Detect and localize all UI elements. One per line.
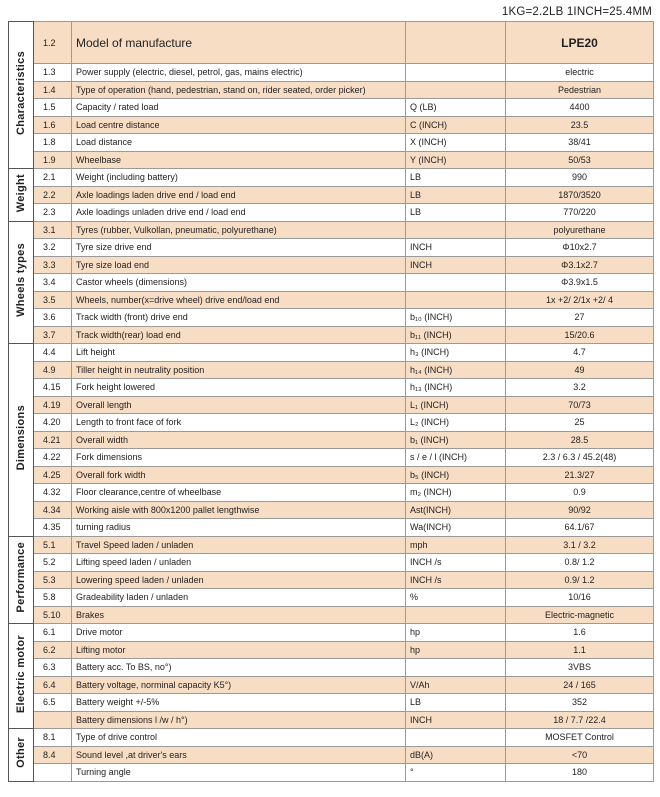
spec-description: Battery dimensions l /w / h°) [72,711,406,729]
spec-value: 23.5 [506,116,654,134]
spec-description: Sound level ,at driver's ears [72,746,406,764]
spec-description: Power supply (electric, diesel, petrol, gas, mains electric) [72,64,406,82]
spec-row [9,151,654,169]
spec-unit: Wa(INCH) [406,519,506,537]
spec-description: Gradeability laden / unladen [72,589,406,607]
spec-unit [406,729,506,747]
group-label [9,22,34,169]
spec-unit: INCH [406,256,506,274]
spec-row [9,536,654,554]
spec-row [9,746,654,764]
spec-unit: s / e / l (INCH) [406,449,506,467]
spec-value: 1x +2/ 2/1x +2/ 4 [506,291,654,309]
spec-number: 6.2 [34,641,72,659]
spec-unit [406,22,506,64]
spec-row [9,116,654,134]
spec-row [9,449,654,467]
spec-value: 352 [506,694,654,712]
spec-number: 3.7 [34,326,72,344]
spec-number: 1.4 [34,81,72,99]
spec-number: 5.10 [34,606,72,624]
spec-unit: L₁ (INCH) [406,396,506,414]
spec-unit: h₃ (INCH) [406,344,506,362]
spec-value: 0.8/ 1.2 [506,554,654,572]
spec-description: Battery acc. To BS, no°) [72,659,406,677]
spec-value: 2.3 / 6.3 / 45.2(48) [506,449,654,467]
spec-unit: Q (LB) [406,99,506,117]
spec-description: Overall length [72,396,406,414]
group-label-text: Wheels types [15,243,27,318]
spec-number: 4.25 [34,466,72,484]
spec-value: Electric-magnetic [506,606,654,624]
spec-value: 27 [506,309,654,327]
spec-number: 1.6 [34,116,72,134]
spec-description: Type of drive control [72,729,406,747]
spec-description: Model of manufacture [72,22,406,64]
spec-unit: LB [406,694,506,712]
group-label-text: Other [15,737,27,769]
spec-number: 3.5 [34,291,72,309]
spec-description: Floor clearance,centre of wheelbase [72,484,406,502]
spec-description: Turning angle [72,764,406,782]
spec-row [9,256,654,274]
spec-row [9,64,654,82]
spec-value: 770/220 [506,204,654,222]
spec-description: Drive motor [72,624,406,642]
spec-number: 6.5 [34,694,72,712]
spec-row [9,99,654,117]
spec-value: 0.9/ 1.2 [506,571,654,589]
spec-row [9,711,654,729]
spec-value: 28.5 [506,431,654,449]
unit-conversion-note: 1KG=2.2LB 1INCH=25.4MM [501,6,652,18]
spec-description: Tiller height in neutrality position [72,361,406,379]
group-label-text: Dimensions [15,405,27,471]
spec-number: 4.20 [34,414,72,432]
group-label [9,344,34,537]
group-label-text: Weight [15,173,27,212]
spec-description: Working aisle with 800x1200 pallet lengthwise [72,501,406,519]
spec-number: 4.34 [34,501,72,519]
spec-number: 2.3 [34,204,72,222]
spec-unit: INCH [406,711,506,729]
spec-unit [406,274,506,292]
spec-description: Travel Speed laden / unladen [72,536,406,554]
spec-unit: h₁₄ (INCH) [406,361,506,379]
spec-number: 5.1 [34,536,72,554]
spec-row [9,309,654,327]
spec-description: Track width (front) drive end [72,309,406,327]
spec-number: 4.35 [34,519,72,537]
spec-description: Lifting motor [72,641,406,659]
spec-row [9,466,654,484]
spec-unit: b₅ (INCH) [406,466,506,484]
spec-unit [406,659,506,677]
spec-row [9,589,654,607]
spec-unit [406,64,506,82]
spec-row [9,22,654,64]
spec-value: 64.1/67 [506,519,654,537]
spec-value: Φ3.1x2.7 [506,256,654,274]
spec-value: 15/20.6 [506,326,654,344]
spec-unit [406,81,506,99]
spec-value: 3.2 [506,379,654,397]
spec-value: 38/41 [506,134,654,152]
group-label-text: Characteristics [15,51,27,135]
spec-value: 180 [506,764,654,782]
spec-description: Load centre distance [72,116,406,134]
spec-row [9,81,654,99]
spec-row [9,344,654,362]
spec-number: 8.4 [34,746,72,764]
spec-description: turning radius [72,519,406,537]
spec-value: 10/16 [506,589,654,607]
spec-description: Brakes [72,606,406,624]
spec-value: 90/92 [506,501,654,519]
spec-description: Lift height [72,344,406,362]
spec-unit: mph [406,536,506,554]
spec-row [9,239,654,257]
spec-row [9,204,654,222]
spec-description: Type of operation (hand, pedestrian, stand on, rider seated, order picker) [72,81,406,99]
spec-row [9,624,654,642]
spec-value: 18 / 7.7 /22.4 [506,711,654,729]
spec-number: 4.15 [34,379,72,397]
spec-unit: INCH /s [406,571,506,589]
spec-number: 5.2 [34,554,72,572]
spec-unit: m₂ (INCH) [406,484,506,502]
spec-unit: C (INCH) [406,116,506,134]
spec-value: <70 [506,746,654,764]
spec-row [9,134,654,152]
spec-row [9,764,654,782]
spec-unit: dB(A) [406,746,506,764]
spec-number: 3.6 [34,309,72,327]
spec-unit: hp [406,641,506,659]
spec-row [9,221,654,239]
spec-number: 5.3 [34,571,72,589]
spec-number: 6.1 [34,624,72,642]
spec-number: 1.3 [34,64,72,82]
spec-unit [406,606,506,624]
group-label [9,729,34,782]
spec-description: Lowering speed laden / unladen [72,571,406,589]
spec-description: Castor wheels (dimensions) [72,274,406,292]
spec-unit: hp [406,624,506,642]
group-label [9,221,34,344]
spec-row [9,484,654,502]
spec-number: 2.1 [34,169,72,187]
spec-number: 5.8 [34,589,72,607]
spec-number: 8.1 [34,729,72,747]
spec-value: 21.3/27 [506,466,654,484]
spec-row [9,326,654,344]
spec-description: Tyre size load end [72,256,406,274]
spec-unit: L₂ (INCH) [406,414,506,432]
spec-value: polyurethane [506,221,654,239]
spec-value: 50/53 [506,151,654,169]
group-label [9,536,34,624]
spec-number: 2.2 [34,186,72,204]
spec-value: 4.7 [506,344,654,362]
spec-description: Battery weight +/-5% [72,694,406,712]
spec-unit: INCH [406,239,506,257]
spec-description: Overall width [72,431,406,449]
spec-description: Capacity / rated load [72,99,406,117]
spec-description: Battery voltage, norminal capacity K5°) [72,676,406,694]
spec-table [8,21,654,782]
spec-unit: ° [406,764,506,782]
spec-number [34,711,72,729]
spec-description: Track width(rear) load end [72,326,406,344]
spec-row [9,606,654,624]
spec-row [9,431,654,449]
spec-unit: LB [406,204,506,222]
spec-description: Axle loadings unladen drive end / load end [72,204,406,222]
spec-description: Fork dimensions [72,449,406,467]
spec-value: Φ3.9x1.5 [506,274,654,292]
spec-description: Fork height lowered [72,379,406,397]
spec-value: 1.6 [506,624,654,642]
spec-number: 3.3 [34,256,72,274]
spec-value: 0.9 [506,484,654,502]
spec-description: Tyres (rubber, Vulkollan, pneumatic, polyurethane) [72,221,406,239]
spec-row [9,659,654,677]
group-label [9,169,34,222]
spec-value: 3VBS [506,659,654,677]
spec-unit: h₁₃ (INCH) [406,379,506,397]
spec-row [9,414,654,432]
spec-row [9,729,654,747]
spec-description: Tyre size drive end [72,239,406,257]
spec-row [9,274,654,292]
spec-number: 1.2 [34,22,72,64]
spec-unit: LB [406,186,506,204]
spec-value: 1870/3520 [506,186,654,204]
spec-row [9,694,654,712]
spec-number [34,764,72,782]
spec-value: 70/73 [506,396,654,414]
spec-value: 990 [506,169,654,187]
spec-unit: b₁₀ (INCH) [406,309,506,327]
spec-unit: V/Ah [406,676,506,694]
spec-number: 6.3 [34,659,72,677]
spec-number: 4.21 [34,431,72,449]
spec-row [9,554,654,572]
spec-unit [406,291,506,309]
spec-value: Pedestrian [506,81,654,99]
spec-unit: % [406,589,506,607]
spec-number: 4.9 [34,361,72,379]
spec-unit: X (INCH) [406,134,506,152]
spec-number: 1.5 [34,99,72,117]
spec-description: Axle loadings laden drive end / load end [72,186,406,204]
group-label-text: Electric motor [15,634,27,714]
group-label [9,624,34,729]
spec-value: 3.1 / 3.2 [506,536,654,554]
spec-value: electric [506,64,654,82]
spec-number: 1.8 [34,134,72,152]
spec-row [9,571,654,589]
spec-row [9,676,654,694]
spec-description: Load distance [72,134,406,152]
spec-description: Wheelbase [72,151,406,169]
spec-row [9,169,654,187]
spec-number: 6.4 [34,676,72,694]
spec-value: 1.1 [506,641,654,659]
group-label-text: Performance [15,542,27,614]
spec-row [9,291,654,309]
spec-description: Length to front face of fork [72,414,406,432]
spec-description: Weight (including battery) [72,169,406,187]
spec-unit: b₁₁ (INCH) [406,326,506,344]
spec-number: 4.22 [34,449,72,467]
spec-number: 3.2 [34,239,72,257]
spec-unit: b₁ (INCH) [406,431,506,449]
spec-unit: LB [406,169,506,187]
spec-unit [406,221,506,239]
spec-description: Lifting speed laden / unladen [72,554,406,572]
spec-number: 1.9 [34,151,72,169]
spec-row [9,361,654,379]
spec-value: LPE20 [506,22,654,64]
spec-unit: Ast(INCH) [406,501,506,519]
spec-number: 4.32 [34,484,72,502]
spec-number: 3.1 [34,221,72,239]
spec-row [9,396,654,414]
spec-value: Φ10x2.7 [506,239,654,257]
spec-value: 4400 [506,99,654,117]
spec-number: 3.4 [34,274,72,292]
spec-value: MOSFET Control [506,729,654,747]
spec-description: Wheels, number(x=drive wheel) drive end/load end [72,291,406,309]
spec-value: 24 / 165 [506,676,654,694]
spec-number: 4.19 [34,396,72,414]
spec-value: 25 [506,414,654,432]
spec-description: Overall fork width [72,466,406,484]
spec-unit: INCH /s [406,554,506,572]
spec-value: 49 [506,361,654,379]
spec-row [9,379,654,397]
spec-row [9,641,654,659]
spec-number: 4.4 [34,344,72,362]
spec-row [9,186,654,204]
spec-row [9,519,654,537]
spec-unit: Y (INCH) [406,151,506,169]
spec-row [9,501,654,519]
